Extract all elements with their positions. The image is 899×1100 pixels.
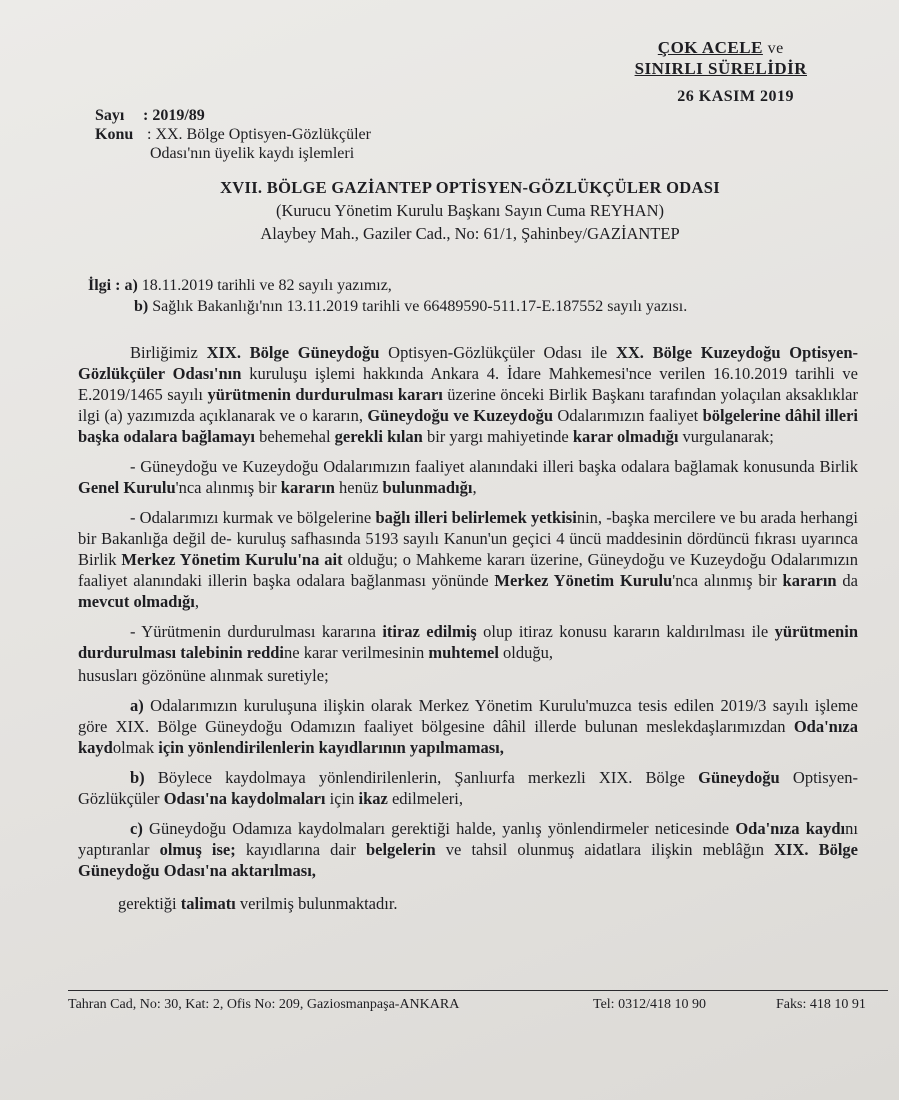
text-run: Odalarımızın faaliyet	[553, 406, 703, 425]
bold-text-run: kararın	[280, 478, 335, 497]
bold-text-run: Oda'nıza kaydı	[735, 819, 846, 838]
letter-meta	[95, 106, 371, 163]
footer-fax: Faks: 418 10 91	[776, 997, 866, 1012]
text-run: Böylece kaydolmaya yönlendirilenlerin, Şanlıurfa merkezli XIX. Bölge	[157, 768, 699, 787]
addressee-block	[180, 176, 760, 245]
bold-text-run: bulunmadığı	[382, 478, 473, 497]
bold-text-run: belgelerin	[365, 840, 436, 859]
bold-text-run: a)	[130, 696, 151, 715]
bold-text-run: itiraz edilmiş	[382, 622, 477, 641]
body-paragraph	[78, 621, 858, 663]
letter-date: 26 KASIM 2019	[677, 88, 794, 105]
body-paragraph	[78, 818, 858, 881]
text-run: üzerine önceki Birlik Başkanı tarafından yolaçılan aksaklıklar ilgi (a) yazımızda açıklanarak ve o kararın,	[78, 385, 858, 425]
body-paragraph	[78, 342, 858, 447]
footer-phone: Tel: 0312/418 10 90	[593, 997, 706, 1012]
text-run: - Yürütmenin durdurulması kararına	[130, 622, 383, 641]
text-run: verilmiş bulunmaktadır.	[235, 894, 398, 913]
urgency-line-2: SINIRLI SÜRELİDİR	[634, 59, 807, 78]
text-run: 'nca alınmış bir	[175, 478, 281, 497]
body-paragraph	[78, 665, 858, 686]
bold-text-run: Güneydoğu ve Kuzeydoğu	[367, 406, 554, 425]
text-run: Güneydoğu Odamıza kaydolmaları gerektiği halde, yanlış yönlendirmeler neticesinde	[149, 819, 736, 838]
text-run: olup itiraz konusu kararın kaldırılması ile	[476, 622, 775, 641]
addressee-name: XVII. BÖLGE GAZİANTEP OPTİSYEN-GÖZLÜKÇÜLER ODASI	[220, 178, 720, 197]
bold-text-run: XX. Bölge Kuzeydoğu Optisyen-Gözlükçüler Odası'nın	[78, 343, 858, 383]
text-run: kayıdlarına dair	[235, 840, 366, 859]
text-run: nin, -başka mercilere ve bu arada herhangi bir Bakanlığa değil de- kuruluş safhasında 5193 sayılı Kanun'un geçici 4 üncü maddesinin dördüncü fıkrası uyarınca Birlik	[78, 508, 859, 569]
text-run: olduğu; o Mahkeme kararı üzerine, Güneydoğu ve Kuzeydoğu Odalarımızın faaliyet alanındaki illerin başka odalara bağlanması yönünde	[78, 550, 858, 590]
text-run: henüz	[334, 478, 383, 497]
bold-text-run: Merkez Yönetim Kurulu'na ait	[121, 550, 343, 569]
body-paragraph	[78, 507, 858, 612]
bold-text-run: bağlı illeri belirlemek yetkisi	[375, 508, 577, 527]
bold-text-run: Genel Kurulu	[78, 478, 176, 497]
bold-text-run: bölgelerine dâhil illeri başka odalara bağlamayı	[78, 406, 859, 446]
text-run: olduğu,	[498, 643, 554, 662]
sayi-value: : 2019/89	[143, 107, 205, 124]
letter-body	[78, 342, 858, 923]
bold-text-run: Oda'nıza kayd	[78, 717, 858, 757]
bold-text-run: Merkez Yönetim Kurulu	[494, 571, 673, 590]
bold-text-run: olmuş ise;	[159, 840, 236, 859]
bold-text-run: mevcut olmadığı	[78, 592, 195, 611]
text-run: için	[325, 789, 359, 808]
text-run: kuruluşu işlemi hakkında Ankara 4. İdare Mahkemesi'nce verilen 16.10.2019 tarihli ve E.2019/1465 sayılı	[78, 364, 858, 404]
text-run: - Güneydoğu ve Kuzeydoğu Odalarımızın faaliyet alanındaki illeri başka odalara bağlamak konusunda Birlik	[130, 457, 858, 476]
footer-divider	[68, 990, 888, 991]
konu-line-2: Odası'nın üyelik kaydı işlemleri	[150, 145, 355, 162]
text-run: 'nca alınmış bir	[672, 571, 783, 590]
text-run: nı yaptıranlar	[78, 819, 858, 859]
urgency-stamp	[635, 38, 807, 79]
ilgi-b-label: b)	[134, 298, 149, 315]
bold-text-run: c)	[130, 819, 150, 838]
addressee-attention: (Kurucu Yönetim Kurulu Başkanı Sayın Cuma REYHAN)	[276, 201, 664, 220]
text-run: olmak	[112, 738, 159, 757]
bold-text-run: gerekli kılan	[334, 427, 423, 446]
text-run: ve tahsil olunmuş aidatlara ilişkin meblâğın	[435, 840, 775, 859]
text-run: da	[836, 571, 859, 590]
bold-text-run: yürütmenin durdurulması kararı	[207, 385, 443, 404]
bold-text-run: XIX. Bölge Güneydoğu Odası'na aktarılması,	[78, 840, 859, 880]
urgency-line-1: ÇOK ACELE	[657, 38, 763, 57]
text-run: Optisyen-Gözlükçüler Odası ile	[379, 343, 616, 362]
bold-text-run: kararın	[782, 571, 837, 590]
text-run: ,	[194, 592, 199, 611]
bold-text-run: Güneydoğu	[698, 768, 780, 787]
addressee-address: Alaybey Mah., Gaziler Cad., No: 61/1, Şahinbey/GAZİANTEP	[260, 224, 680, 243]
text-run: - Odalarımızı kurmak ve bölgelerine	[130, 508, 376, 527]
bold-text-run: karar olmadığı	[572, 427, 679, 446]
urgency-ve: ve	[767, 40, 784, 57]
footer-address: Tahran Cad, No: 30, Kat: 2, Ofis No: 209, Gaziosmanpaşa-ANKARA	[68, 997, 460, 1012]
bold-text-run: Odası'na kaydolmaları	[163, 789, 326, 808]
reference-block	[88, 275, 687, 317]
text-run: Odalarımızın kuruluşuna ilişkin olarak Merkez Yönetim Kurulu'muzca tesis edilen 2019/3 sayılı işleme göre XIX. Bölge Güneydoğu Odamızın faaliyet bölgesine dâhil illerde bulunan meslekdaşlarımızdan	[78, 696, 859, 736]
konu-line-1: : XX. Bölge Optisyen-Gözlükçüler	[147, 126, 371, 143]
text-run: behemehal	[254, 427, 335, 446]
bold-text-run: yürütmenin durdurulması talebinin reddi	[78, 622, 858, 662]
body-paragraph	[78, 893, 858, 914]
bold-text-run: ikaz	[358, 789, 388, 808]
konu-label: Konu	[95, 126, 134, 143]
ilgi-a-label: : a)	[115, 277, 138, 294]
body-paragraph	[78, 695, 858, 758]
bold-text-run: XIX. Bölge Güneydoğu	[206, 343, 380, 362]
text-run: hususları gözönüne alınmak suretiyle;	[78, 666, 329, 685]
text-run: ne karar verilmesinin	[284, 643, 429, 662]
text-run: edilmeleri,	[387, 789, 463, 808]
text-run: bir yargı mahiyetinde	[422, 427, 573, 446]
bold-text-run: muhtemel	[428, 643, 499, 662]
text-run: Birliğimiz	[130, 343, 207, 362]
ilgi-a-text: 18.11.2019 tarihli ve 82 sayılı yazımız,	[141, 277, 392, 294]
bold-text-run: talimatı	[180, 894, 236, 913]
sayi-label: Sayı	[95, 107, 125, 124]
text-run: ,	[472, 478, 477, 497]
body-paragraph	[78, 456, 858, 498]
ilgi-b-text: Sağlık Bakanlığı'nın 13.11.2019 tarihli ve 66489590-511.17-E.187552 sayılı yazısı.	[152, 298, 688, 315]
text-run: gerektiği	[118, 894, 181, 913]
bold-text-run: için yönlendirilenlerin kayıdlarının yapılmaması,	[158, 738, 504, 757]
ilgi-label: İlgi	[88, 277, 112, 294]
body-paragraph	[78, 767, 858, 809]
text-run: vurgulanarak;	[678, 427, 774, 446]
text-run: Optisyen-Gözlükçüler	[78, 768, 858, 808]
bold-text-run: b)	[130, 768, 158, 787]
